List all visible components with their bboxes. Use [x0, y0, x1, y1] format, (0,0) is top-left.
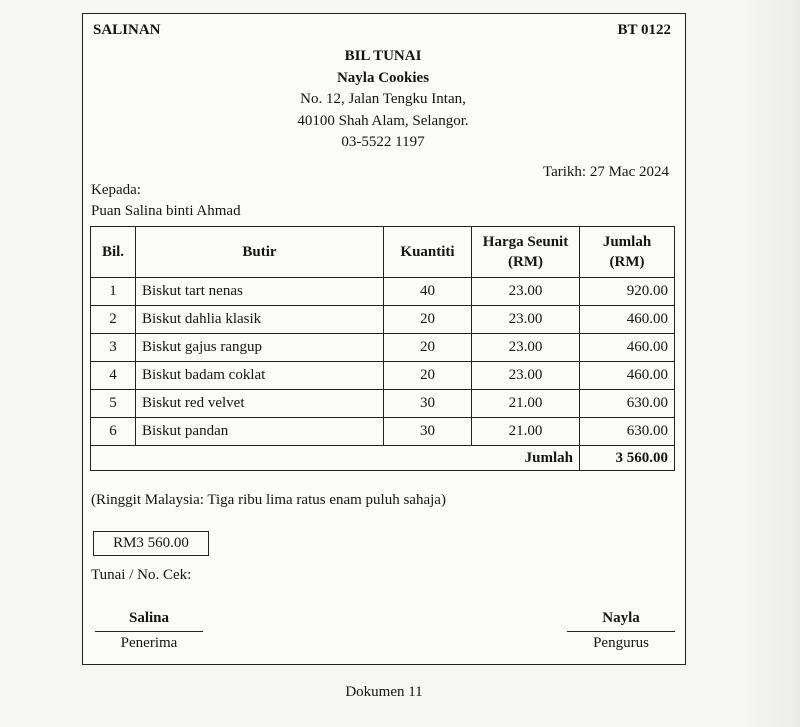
- cell-qty: 20: [384, 362, 472, 390]
- address-line-2: 40100 Shah Alam, Selangor.: [297, 112, 469, 129]
- table-row: [91, 362, 675, 390]
- cell-total: 460.00: [580, 362, 675, 390]
- table-row: [91, 390, 675, 418]
- table-row: [91, 306, 675, 334]
- cell-total: 920.00: [580, 278, 675, 306]
- manager-name: Nayla: [602, 610, 640, 626]
- cell-item: Biskut badam coklat: [136, 362, 384, 390]
- cell-unit-price: 21.00: [472, 418, 580, 446]
- amount-box: RM3 560.00: [93, 531, 209, 556]
- cell-item: Biskut dahlia klasik: [136, 306, 384, 334]
- cell-total: 460.00: [580, 334, 675, 362]
- company-name: Nayla Cookies: [336, 69, 430, 86]
- table-row: [91, 334, 675, 362]
- cell-item: Biskut pandan: [136, 418, 384, 446]
- cell-unit-price: 21.00: [472, 390, 580, 418]
- cell-unit-price: 23.00: [472, 334, 580, 362]
- cell-item: Biskut gajus rangup: [136, 334, 384, 362]
- cell-unit-price: 23.00: [472, 278, 580, 306]
- cell-unit-price: 23.00: [472, 306, 580, 334]
- phone-number: 03-5522 1197: [341, 134, 425, 150]
- receiver-signature: [95, 610, 203, 652]
- receipt-title: BIL TUNAI: [344, 48, 422, 64]
- cell-total: 460.00: [580, 306, 675, 334]
- receipt-date: Tarikh: 27 Mac 2024: [542, 164, 669, 180]
- total-label: Jumlah: [91, 446, 580, 471]
- page-edge-shadow: [740, 0, 800, 727]
- signature-line: [567, 631, 675, 632]
- document-caption: Dokumen 11: [345, 684, 423, 700]
- signature-line: [95, 631, 203, 632]
- cell-qty: 20: [384, 306, 472, 334]
- total-row: [91, 446, 675, 471]
- receipt-number: BT 0122: [617, 22, 671, 38]
- header-item: Butir: [136, 227, 384, 278]
- cell-item: Biskut tart nenas: [136, 278, 384, 306]
- receiver-name: Salina: [128, 610, 170, 626]
- cash-receipt: [82, 13, 686, 665]
- cell-total: 630.00: [580, 418, 675, 446]
- cell-no: 5: [91, 390, 136, 418]
- address-line-1: No. 12, Jalan Tengku Intan,: [300, 91, 466, 107]
- cell-qty: 30: [384, 390, 472, 418]
- table-row: [91, 278, 675, 306]
- cell-qty: 20: [384, 334, 472, 362]
- cell-item: Biskut red velvet: [136, 390, 384, 418]
- header-total-line1: Jumlah: [602, 234, 652, 250]
- header-total-line2: (RM): [609, 254, 645, 270]
- header-unit-price-line1: Harga Seunit: [482, 234, 569, 250]
- recipient-label: Kepada:: [91, 182, 141, 198]
- cell-no: 3: [91, 334, 136, 362]
- recipient-name: Puan Salina binti Ahmad: [91, 203, 241, 219]
- cash-cheque-label: Tunai / No. Cek:: [91, 567, 192, 583]
- cell-qty: 30: [384, 418, 472, 446]
- header-no: Bil.: [91, 227, 136, 278]
- cell-total: 630.00: [580, 390, 675, 418]
- cell-qty: 40: [384, 278, 472, 306]
- cell-unit-price: 23.00: [472, 362, 580, 390]
- amount-in-words: (Ringgit Malaysia: Tiga ribu lima ratus enam puluh sahaja): [91, 492, 446, 508]
- table-header-row: [91, 227, 675, 278]
- items-table: [90, 226, 675, 471]
- total-value: 3 560.00: [580, 446, 675, 471]
- copy-label: SALINAN: [93, 22, 161, 38]
- cell-no: 6: [91, 418, 136, 446]
- table-row: [91, 418, 675, 446]
- receipt-header: [233, 46, 533, 154]
- header-unit-price: [472, 227, 580, 278]
- header-total: [580, 227, 675, 278]
- header-qty: Kuantiti: [384, 227, 472, 278]
- cell-no: 1: [91, 278, 136, 306]
- manager-role: Pengurus: [593, 635, 649, 651]
- cell-no: 2: [91, 306, 136, 334]
- cell-no: 4: [91, 362, 136, 390]
- manager-signature: [567, 610, 675, 652]
- header-unit-price-line2: (RM): [508, 254, 543, 270]
- receiver-role: Penerima: [120, 635, 178, 651]
